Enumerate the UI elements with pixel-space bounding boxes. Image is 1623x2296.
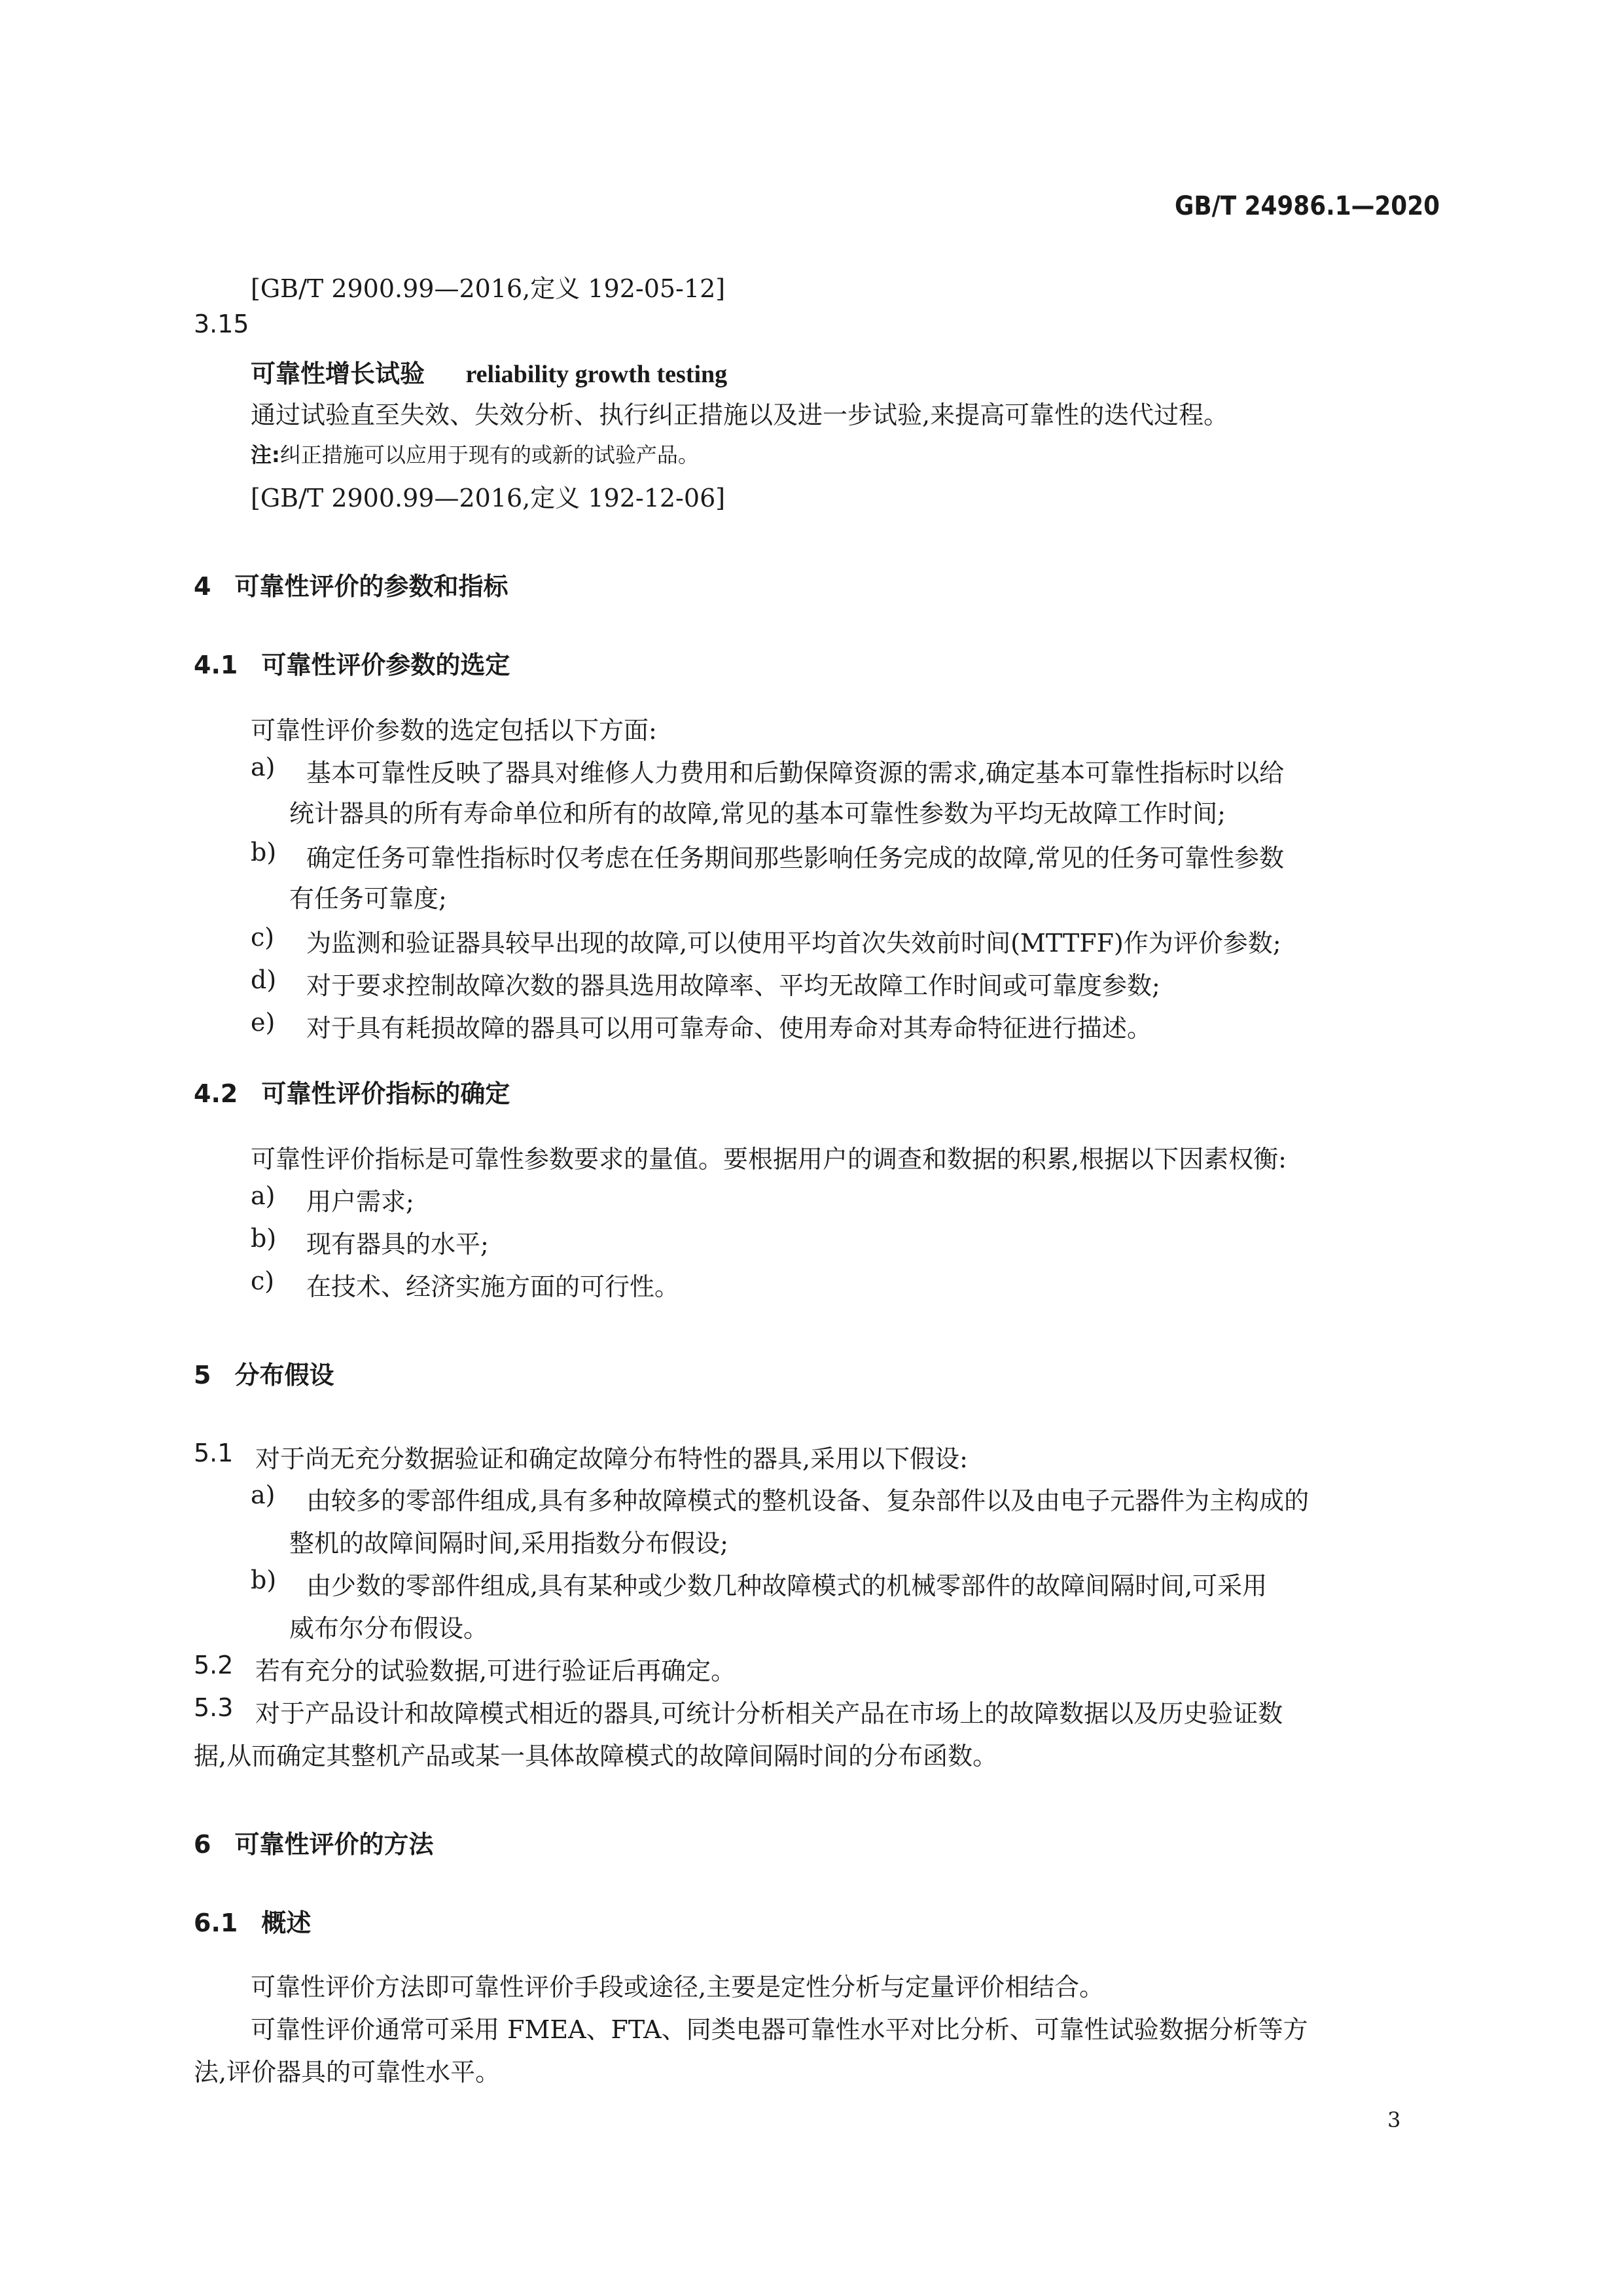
list-label: c) [251,923,275,952]
section-4-heading [194,566,508,602]
list-label: e) [251,1008,276,1037]
list-item-line: 为监测和验证器具较早出现的故障,可以使用平均首次失效前时间(MTTFF)作为评价参数; [306,929,1281,958]
paragraph-line: 法,评价器具的可靠性水平。 [194,2058,501,2087]
clause-5-2-text: 若有充分的试验数据,可进行验证后再确定。 [255,1657,736,1685]
list-item-line: 威布尔分布假设。 [289,1614,489,1643]
list-label: a) [251,1181,276,1210]
section-4-2-heading [194,1073,510,1109]
list-item-line: 现有器具的水平; [306,1230,489,1259]
list-label: a) [251,1480,276,1509]
term-definition: 通过试验直至失效、失效分析、执行纠正措施以及进一步试验,来提高可靠性的迭代过程。 [251,401,1229,429]
section-6-1-number: 6.1 [194,1909,238,1937]
list-item-line: 有任务可靠度; [289,884,447,913]
note [251,439,699,469]
list-item-line: 用户需求; [306,1187,414,1216]
clause-5-1-text: 对于尚无充分数据验证和确定故障分布特性的器具,采用以下假设: [255,1444,968,1473]
list-label: b) [251,1566,277,1594]
paragraph: 可靠性评价方法即可靠性评价手段或途径,主要是定性分析与定量评价相结合。 [251,1973,1105,2001]
reference: [GB/T 2900.99—2016,定义 192-12-06] [251,484,726,512]
section-4-1-intro: 可靠性评价参数的选定包括以下方面: [251,716,657,745]
term-chinese [251,353,727,389]
list-label: b) [251,838,277,867]
term-en: reliability growth testing [465,361,728,388]
section-6-heading [194,1824,433,1860]
list-item-line: 确定任务可靠性指标时仅考虑在任务期间那些影响任务完成的故障,常见的任务可靠性参数 [306,844,1285,872]
section-4-number: 4 [194,572,211,601]
section-4-2-number: 4.2 [194,1079,238,1108]
section-6-number: 6 [194,1830,211,1859]
section-4-title: 可靠性评价的参数和指标 [234,572,508,601]
clause-5-3-line: 据,从而确定其整机产品或某一具体故障模式的故障间隔时间的分布函数。 [194,1742,998,1770]
section-4-2-title: 可靠性评价指标的确定 [261,1079,510,1108]
section-4-2-intro: 可靠性评价指标是可靠性参数要求的量值。要根据用户的调查和数据的积累,根据以下因素权衡: [251,1145,1287,1174]
list-item-line: 对于具有耗损故障的器具可以用可靠寿命、使用寿命对其寿命特征进行描述。 [306,1014,1152,1043]
section-5-heading [194,1355,334,1391]
list-item-line: 在技术、经济实施方面的可行性。 [306,1272,680,1301]
list-item-line: 整机的故障间隔时间,采用指数分布假设; [289,1529,728,1558]
list-item-line: 由少数的零部件组成,具有某种或少数几种故障模式的机械零部件的故障间隔时间,可采用 [306,1571,1268,1600]
list-item-line: 由较多的零部件组成,具有多种故障模式的整机设备、复杂部件以及由电子元器件为主构成的 [306,1486,1310,1515]
section-4-1-title: 可靠性评价参数的选定 [261,651,510,679]
section-6-title: 可靠性评价的方法 [234,1830,434,1859]
section-5-title: 分布假设 [234,1361,334,1390]
section-4-1-heading [194,645,510,681]
page-number: 3 [1387,2108,1401,2132]
document-id: GB/T 24986.1—2020 [1175,191,1440,221]
list-label: c) [251,1266,275,1295]
list-item-line: 基本可靠性反映了器具对维修人力费用和后勤保障资源的需求,确定基本可靠性指标时以给 [306,759,1285,787]
paragraph-line: 可靠性评价通常可采用 FMEA、FTA、同类电器可靠性水平对比分析、可靠性试验数据分析等方 [251,2015,1308,2044]
clause-number-5-2: 5.2 [194,1651,234,1679]
term-cn: 可靠性增长试验 [251,359,425,388]
list-item-line: 对于要求控制故障次数的器具选用故障率、平均无故障工作时间或可靠度参数; [306,971,1160,1000]
list-label: d) [251,965,277,994]
section-4-1-number: 4.1 [194,651,238,679]
section-6-1-title: 概述 [261,1909,312,1937]
list-label: b) [251,1224,277,1253]
clause-number-5-3: 5.3 [194,1693,234,1722]
section-6-1-heading [194,1903,311,1939]
clause-number-5-1: 5.1 [194,1439,234,1467]
note-label: 注: [251,442,280,467]
list-label: a) [251,753,276,781]
list-item-line: 统计器具的所有寿命单位和所有的故障,常见的基本可靠性参数为平均无故障工作时间; [289,799,1226,828]
note-text: 纠正措施可以应用于现有的或新的试验产品。 [279,442,699,467]
clause-5-3-line: 对于产品设计和故障模式相近的器具,可统计分析相关产品在市场上的故障数据以及历史验证数 [255,1699,1283,1728]
reference-prev: [GB/T 2900.99—2016,定义 192-05-12] [251,274,726,303]
clause-number-3-15: 3.15 [194,310,249,338]
section-5-number: 5 [194,1361,211,1390]
